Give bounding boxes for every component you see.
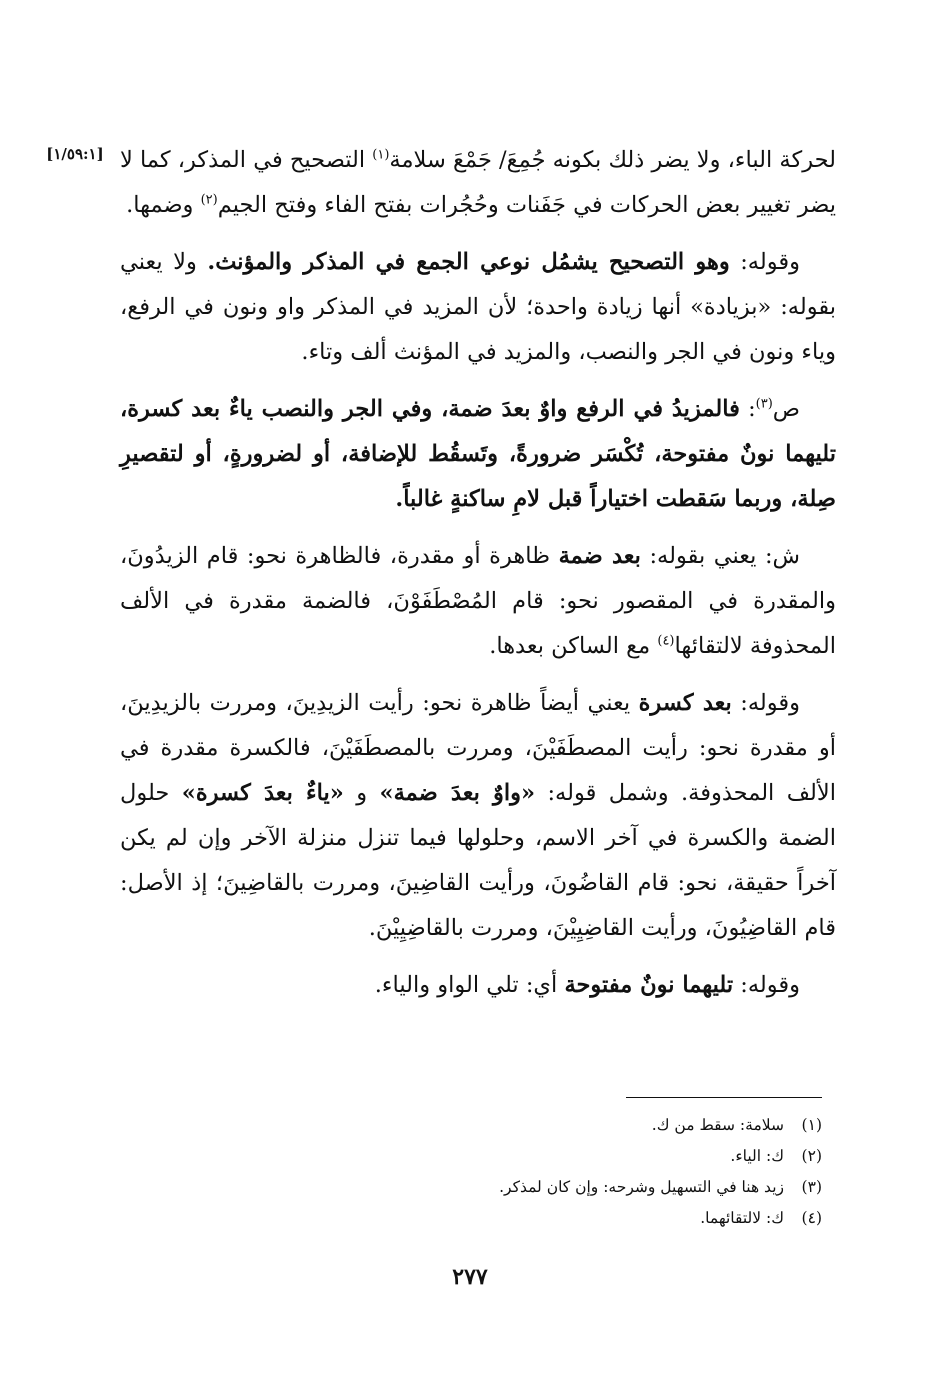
footnote-number: (٢) [801, 1147, 822, 1165]
body-text: يعني أيضاً ظاهرة نحو: رأيت الزيدِينَ، ومررت بالزيدِينَ، أو مقدرة نحو: رأيت المصطَفَيْنَ، ومررت بالمصطَفَيْنَ، فالكسرة مقدرة في الألف المحذوفة. وشمل قوله: [120, 690, 836, 806]
body-text: وضمها. [126, 192, 201, 218]
footnote-3 [300, 1172, 822, 1203]
footnote-2 [300, 1141, 822, 1172]
paragraph-3 [120, 387, 836, 522]
bold-text: بعد كسرة [638, 690, 732, 716]
body-text: : [739, 396, 756, 422]
body-text: لحركة الباء، ولا يضر ذلك بكونه جُمِعَ/ جَمْعَ سلامة [389, 147, 836, 173]
paragraph-2 [120, 240, 836, 375]
body-text: وقوله: [731, 690, 801, 716]
bold-text: فالمزيدُ في الرفع واوٌ بعدَ ضمة، وفي الجر والنصب ياءٌ بعد كسرة، تليهما نونٌ مفتوحة، تُكْسَر ضرورةً، وتَسقُط للإضافة، أو لضرورةٍ، أو لتقصيرِ صِلة، وربما سَقطت اختياراً قبل لامِ ساكنةٍ غالباً. [120, 396, 836, 512]
body-text: ولا يعني بقوله: «بزيادة» أنها زيادة واحدة؛ لأن المزيد في المذكر واو ونون في الرفع، وياء ونون في الجر والنصب، والمزيد في المؤنث ألف وتاء. [120, 249, 836, 365]
footnote-text: ك: الياء. [730, 1147, 784, 1165]
body-text: ش: يعني بقوله: [640, 543, 801, 569]
paragraph-4 [120, 534, 836, 669]
footnote-number: (١) [801, 1116, 822, 1134]
footnote-marker: (٣) [755, 396, 773, 412]
footnote-number: (٣) [801, 1178, 822, 1196]
body-text: ص [772, 396, 800, 422]
bold-text: تليهما نونٌ مفتوحة [564, 972, 734, 998]
bold-text: وهو التصحيح يشمُل نوعي الجمع في المذكر والمؤنث. [207, 249, 730, 275]
bold-text: «ياءٌ بعدَ كسرة» [181, 780, 344, 806]
page-number: ٢٧٧ [452, 1264, 488, 1290]
footnote-4 [300, 1203, 822, 1234]
body-text: وقوله: [733, 972, 800, 998]
body-text: أي: تلي الواو والياء. [374, 972, 565, 998]
footnote-number: (٤) [801, 1209, 822, 1227]
margin-reference: [١/٥٩:١] [46, 145, 104, 163]
footnote-marker: (٤) [657, 633, 675, 649]
bold-text: بعد ضمة [558, 543, 641, 569]
footnote-text: زيد هنا في التسهيل وشرحه: وإن كان لمذكر. [499, 1178, 784, 1196]
footnote-divider [626, 1097, 822, 1098]
body-text: وقوله: [729, 249, 800, 275]
body-text: و [343, 780, 380, 806]
paragraph-1 [120, 138, 836, 228]
body-text: مع الساكن بعدها. [489, 633, 658, 659]
footnote-marker: (١) [372, 147, 390, 163]
footnotes [300, 1110, 822, 1234]
body-text: ظاهرة أو مقدرة، فالظاهرة نحو: قام الزيدُونَ، والمقدرة في المقصور نحو: قام المُصْطَفَوْنَ، فالضمة مقدرة في الألف المحذوفة لالتقائها [120, 543, 836, 659]
body-text: حلول الضمة والكسرة في آخر الاسم، وحلولها فيما تنزل منزلة الآخر وإن لم يكن آخراً حقيقة، نحو: قام القاضُونَ، ورأيت القاضِينَ، ومررت بالقاضِينَ؛ إذ الأصل: قام القاضِيُونَ، ورأيت القاضِيِيْنَ، ومررت بالقاضِيِيْنَ. [120, 780, 836, 941]
bold-text: «واوٌ بعدَ ضمة» [379, 780, 536, 806]
footnote-text: سلامة: سقط من ك. [651, 1116, 784, 1134]
body-text: التصحيح في المذكر، كما لا يضر تغيير بعض الحركات في جَفَنات وحُجُرات بفتح الفاء وفتح الجيم [120, 147, 836, 218]
footnote-marker: (٢) [200, 192, 218, 208]
footnote-1 [300, 1110, 822, 1141]
main-text [120, 138, 836, 1008]
paragraph-5 [120, 681, 836, 951]
footnote-text: ك: لالتقائهما. [700, 1209, 784, 1227]
paragraph-6 [120, 963, 836, 1008]
